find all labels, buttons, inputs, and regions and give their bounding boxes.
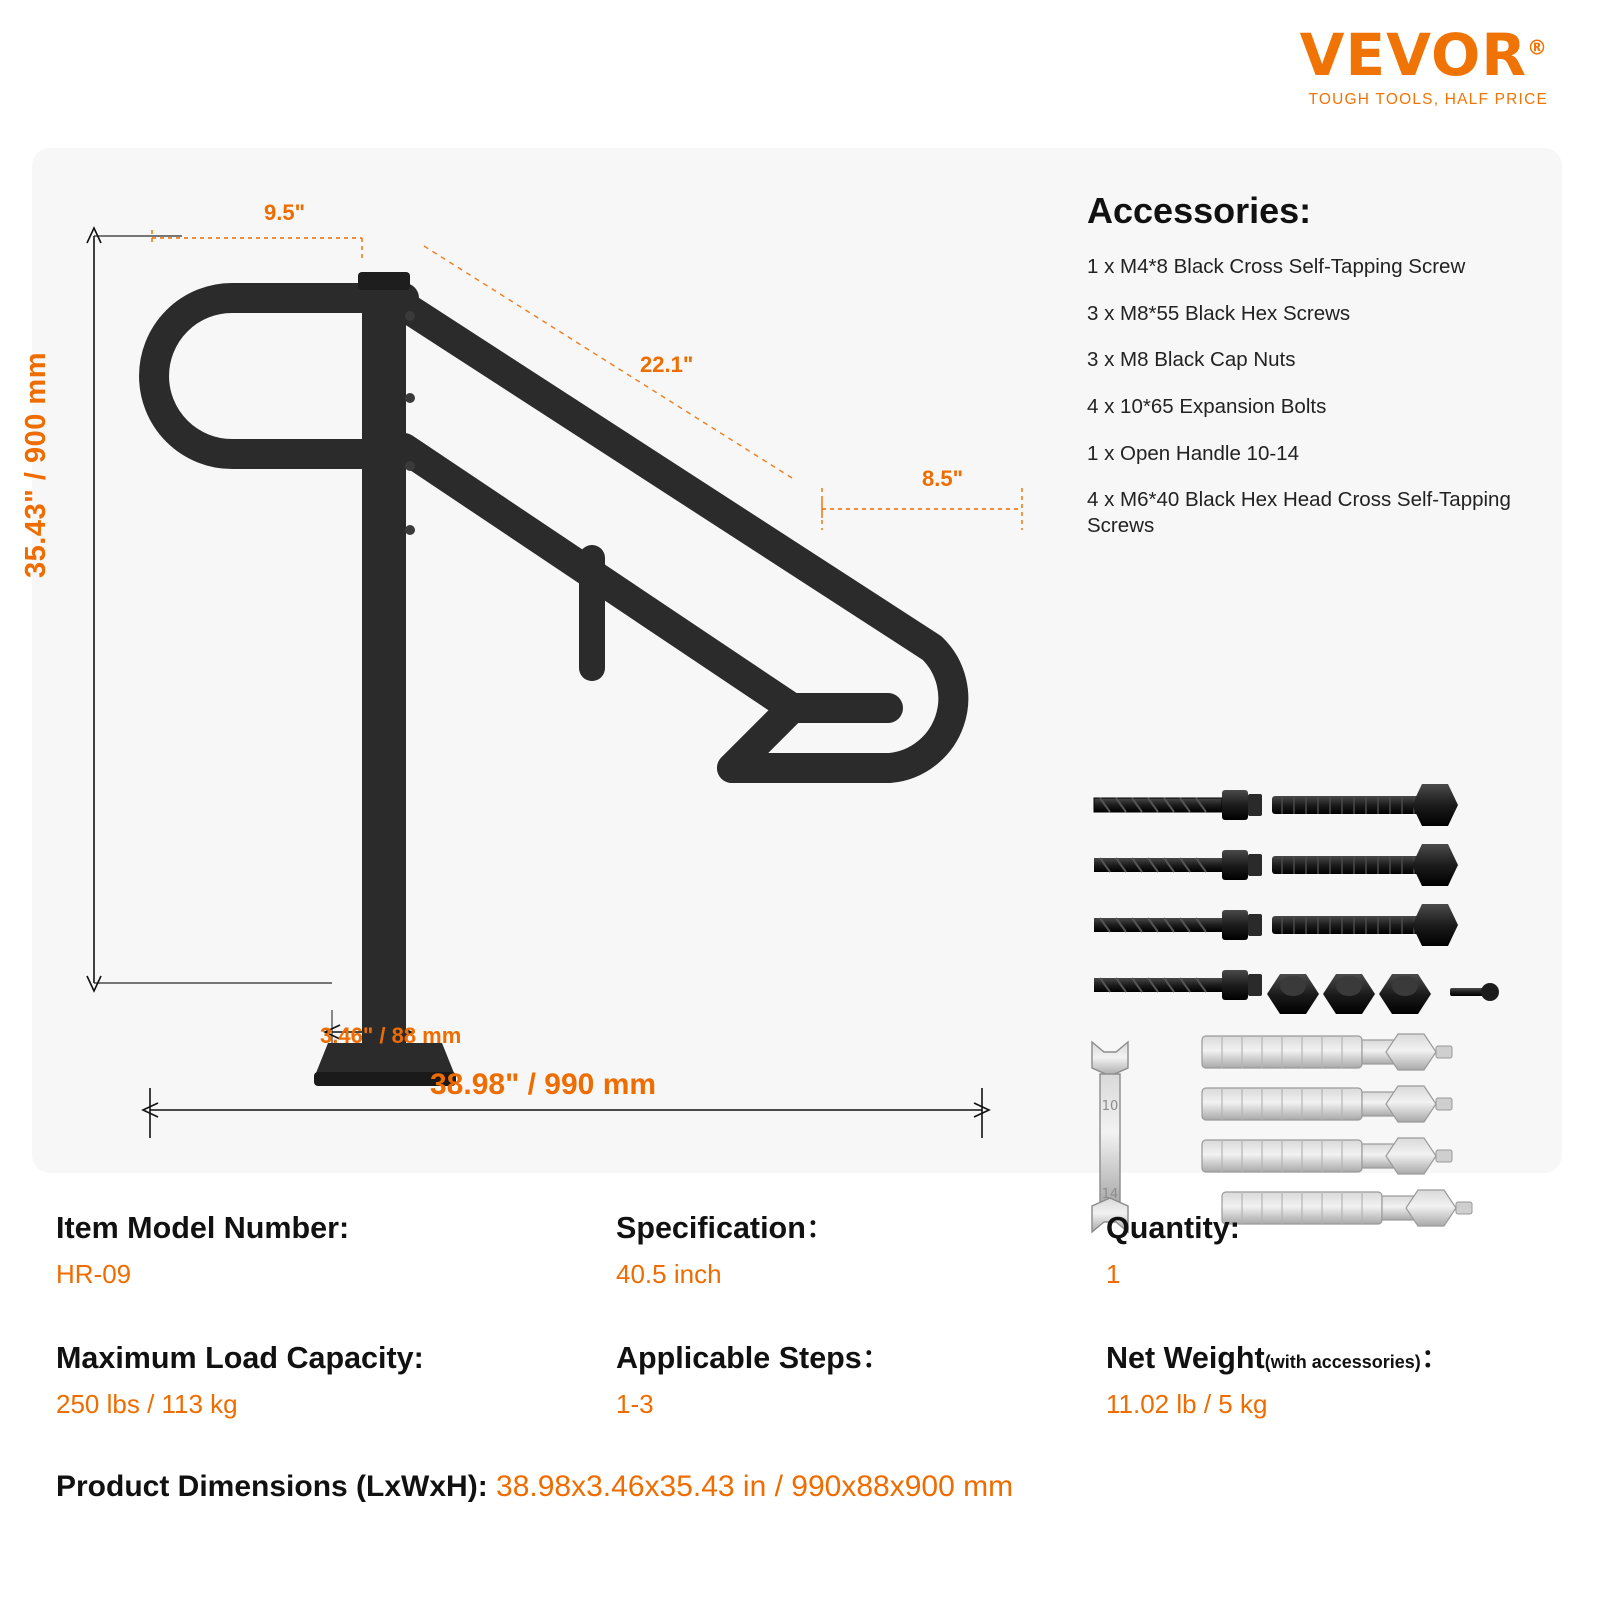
accessories-title: Accessories: [1087, 190, 1312, 231]
dim-height: 35.43" / 900 mm [20, 351, 52, 578]
product-drawing [20, 148, 1072, 1173]
spec-quantity-value: 1 [1106, 1259, 1121, 1290]
cap-nut-group [1267, 974, 1499, 1014]
wood-screw-group [1094, 790, 1262, 1000]
spec-row [56, 1338, 1556, 1422]
accessory-item: 4 x 10*65 Expansion Bolts [1087, 394, 1327, 418]
svg-text:10: 10 [1101, 1099, 1119, 1114]
accessory-item: 1 x Open Handle 10-14 [1087, 441, 1299, 465]
spec-quantity-label: Quantity: [1106, 1211, 1240, 1245]
hardware-svg [1072, 768, 1572, 1268]
spec-product-dimensions [56, 1470, 1556, 1504]
spec-weight-label [1106, 1338, 1556, 1379]
handrail-svg [32, 148, 1072, 1173]
spec-model [56, 1208, 616, 1292]
spec-steps-label: Applicable Steps： [616, 1340, 893, 1375]
accessory-item: 1 x M4*8 Black Cross Self-Tapping Screw [1087, 255, 1466, 278]
dim-base-width: 3.46" / 88 mm [320, 1023, 462, 1048]
dimension-lines [87, 228, 989, 1138]
accessories-section [1087, 190, 1557, 559]
spec-weight-label-main: Net Weight [1106, 1340, 1265, 1375]
product-diagram-panel [20, 148, 1562, 1202]
spec-specification-label: Specification： [616, 1211, 837, 1245]
dim-rail-end: 8.5" [922, 466, 964, 491]
handrail-graphic [154, 272, 953, 1086]
spec-steps-value: 1-3 [616, 1389, 654, 1420]
spec-weight-label-note: (with accessories) [1264, 1351, 1421, 1372]
brand-name-text: VEVOR [1299, 21, 1527, 89]
spec-weight [1106, 1338, 1556, 1422]
expansion-bolt-group [1202, 1034, 1472, 1226]
hex-bolt-group [1272, 784, 1458, 946]
dim-total-length: 38.98" / 990 mm [430, 1068, 657, 1101]
dim-top-offset: 9.5" [264, 200, 306, 225]
specifications-table [56, 1208, 1556, 1504]
accessory-item: 4 x M6*40 Black Hex Head Cross Self-Tapping Screws [1087, 488, 1511, 537]
spec-load-label: Maximum Load Capacity: [56, 1340, 424, 1375]
spec-model-value: HR-09 [56, 1259, 132, 1290]
brand-name [1299, 21, 1548, 89]
spec-row [56, 1208, 1556, 1292]
registered-mark: ® [1527, 35, 1548, 60]
spec-load-value: 250 lbs / 113 kg [56, 1389, 238, 1420]
spec-product-dimensions-label: Product Dimensions (LxWxH): [56, 1469, 488, 1503]
brand-logo [1299, 21, 1548, 109]
spec-weight-value: 11.02 lb / 5 kg [1106, 1389, 1268, 1420]
spec-specification [616, 1208, 1106, 1292]
spec-product-dimensions-value: 38.98x3.46x35.43 in / 990x88x900 mm [496, 1469, 1014, 1503]
spec-quantity [1106, 1208, 1556, 1292]
dimension-guides [152, 230, 1022, 530]
wrench-icon [1092, 1042, 1128, 1232]
spec-specification-value: 40.5 inch [616, 1259, 722, 1290]
spec-steps [616, 1338, 1106, 1422]
dim-rail-length: 22.1" [640, 352, 694, 377]
hardware-illustration [1072, 768, 1572, 1268]
spec-weight-label-colon: ： [1420, 1340, 1452, 1375]
brand-tagline: TOUGH TOOLS, HALF PRICE [1308, 91, 1548, 108]
accessory-item: 3 x M8*55 Black Hex Screws [1087, 301, 1351, 325]
accessories-list [1087, 254, 1557, 538]
svg-text:14: 14 [1101, 1187, 1119, 1202]
accessory-item: 3 x M8 Black Cap Nuts [1087, 348, 1296, 372]
spec-model-label: Item Model Number: [56, 1211, 350, 1245]
spec-load [56, 1338, 616, 1422]
